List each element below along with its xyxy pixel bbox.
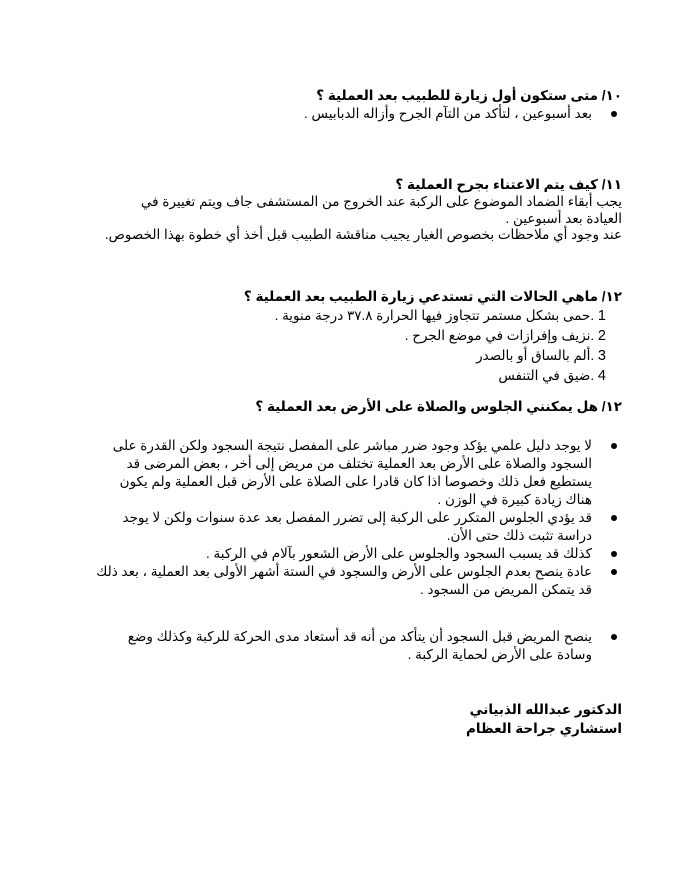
bullet-dot-icon: [611, 634, 617, 640]
question-heading: ١٠/ متى ستكون أول زيارة للطبيب بعد العملية ؟: [316, 88, 622, 103]
list-item: [202, 366, 622, 386]
prayer-bullets: [92, 437, 622, 599]
list-item: [92, 437, 622, 509]
list-item-text: .حمى بشكل مستمر تتجاوز فيها الحرارة ٣٧.٨ درجة منوية .: [274, 308, 595, 323]
bullet-dot-icon: [611, 551, 617, 557]
list-item-text: كذلك قد يسبب السجود والجلوس على الأرض الشعور بآلام في الركبة .: [206, 546, 592, 561]
list-item-text: بعد أسبوعين ، لتأكد من التآم الجرح وأزاله الدبابيس .: [304, 106, 592, 121]
list-item: [202, 326, 622, 346]
list-number: 4: [597, 368, 606, 384]
question-heading: ١٢/ ماهي الحالات التي تستدعي زيارة الطبيب بعد العملية ؟: [243, 289, 622, 304]
signature-name: الدكتور عبدالله الذبياني: [469, 702, 622, 717]
bullet-dot-icon: [611, 443, 617, 449]
section-q12-conditions: [202, 288, 622, 386]
bullet-dot-icon: [611, 569, 617, 575]
section-q12-prayer: [202, 398, 622, 416]
question-heading: ١١/ كيف يتم الاعتناء بجرح العملية ؟: [395, 177, 622, 192]
list-item-text: عادة ينصح بعدم الجلوس على الأرض والسجود في الستة أشهر الأولى بعد العملية ، بعد ذلك قد يتمكن المريض من السجود .: [96, 564, 592, 597]
list-item-text: .نزيف وإفرازات في موضع الجرح .: [404, 328, 595, 343]
bullet-list: [92, 628, 622, 664]
list-number: 3: [597, 348, 606, 364]
list-number: 2: [597, 328, 606, 344]
list-item: [202, 306, 622, 326]
list-item-text: لا يوجد دليل علمي يؤكد وجود ضرر مباشر على المفصل نتيجة السجود ولكن القدرة على السجود والصلاة على الأرض بعد العملية تختلف من مريض إلى أخر ، بعض المرضى قد يستطيع فعل ذلك وخصوصا اذا كان قادرا على الصلاة على الأرض قبل العملية ولم يكون هناك زيادة كبيرة في الوزن .: [112, 438, 592, 507]
question-heading: ١٢/ هل يمكنني الجلوس والصلاة على الأرض بعد العملية ؟: [255, 399, 622, 414]
list-item: [92, 628, 622, 664]
section-q11: [102, 176, 622, 244]
list-item: [92, 563, 622, 599]
section-q10: [202, 87, 622, 123]
signature-block: [322, 700, 622, 738]
list-item-text: .ألم بالساق أو بالصدر: [476, 348, 595, 363]
list-item-text: ينصح المريض قبل السجود أن يتأكد من أنه قد أستعاد مدى الحركة للركبة وكذلك وضع وسادة على الأرض لحماية الركبة .: [127, 629, 592, 662]
list-number: 1: [597, 308, 606, 324]
list-item-text: قد يؤدي الجلوس المتكرر على الركبة إلى تضرر المفصل بعد عدة سنوات ولكن لا يوجد دراسة تثبت ذلك حتى الأن.: [122, 510, 592, 543]
list-item: [202, 346, 622, 366]
numbered-list: [202, 306, 622, 386]
signature-title: استشاري جراحة العظام: [466, 721, 622, 736]
bullet-list: [92, 437, 622, 599]
paragraph: يجب أبقاء الضماد الموضوع على الركبة عند الخروج من المستشفى جاف ويتم تغييرة في العيادة بعد أسبوعين .: [140, 194, 622, 226]
list-item: [92, 545, 622, 563]
bullet-dot-icon: [611, 111, 617, 117]
prayer-extra-bullets: [92, 628, 622, 664]
bullet-dot-icon: [611, 515, 617, 521]
bullet-list: [202, 105, 622, 123]
list-item-text: .ضيق في التنفس: [498, 368, 595, 383]
list-item: [202, 105, 622, 123]
list-item: [92, 509, 622, 545]
paragraph: عند وجود أي ملاحظات بخصوص الغيار يجيب مناقشة الطبيب قبل أخذ أي خطوة بهذا الخصوص.: [104, 227, 622, 242]
